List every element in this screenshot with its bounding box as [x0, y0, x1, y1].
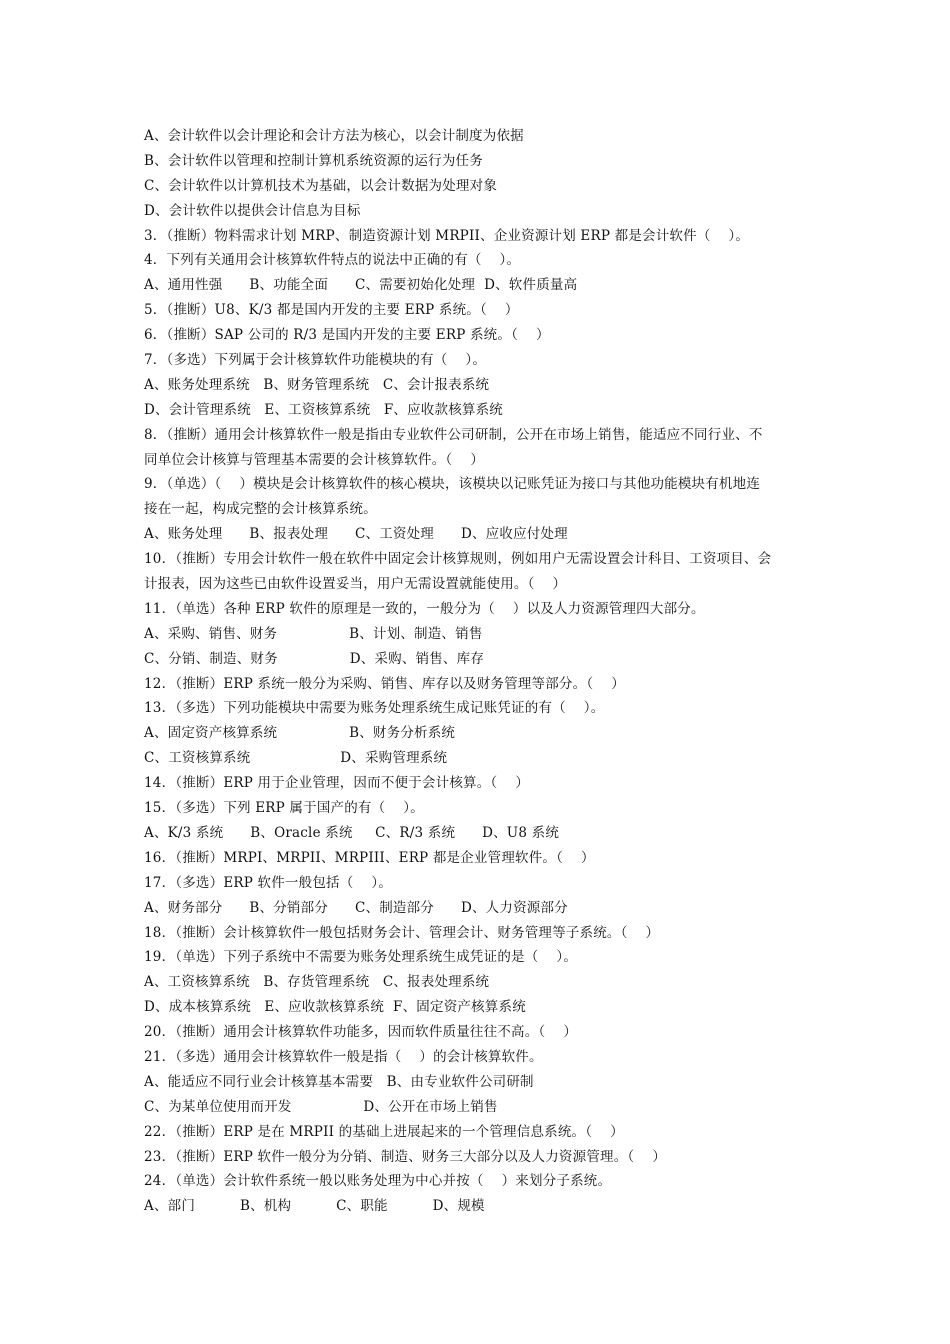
text-line: 5．（推断）U8、K/3 都是国内开发的主要 ERP 系统。（ ）: [144, 302, 519, 319]
text-line: 10．（推断）专用会计软件一般在软件中固定会计核算规则，例如用户无需设置会计科目、工资项目、会: [144, 551, 772, 568]
text-line: A、账务处理 B、报表处理 C、工资处理 D、应收应付处理: [144, 526, 568, 543]
text-line: 12．（推断）ERP 系统一般分为采购、销售、库存以及财务管理等部分。（ ）: [144, 675, 625, 692]
text-line: A、账务处理系统 B、财务管理系统 C、会计报表系统: [144, 376, 490, 393]
text-line: A、固定资产核算系统 B、财务分析系统: [144, 725, 456, 742]
text-line: 4．下列有关通用会计核算软件特点的说法中正确的有（ ）。: [144, 252, 521, 269]
text-line: 11．（单选）各种 ERP 软件的原理是一致的，一般分为（ ）以及人力资源管理四大部分。: [144, 600, 705, 617]
text-line: 同单位会计核算与管理基本需要的会计核算软件。（ ）: [144, 451, 485, 468]
text-line: 22．（推断）ERP 是在 MRPII 的基础上进展起来的一个管理信息系统。（ ）: [144, 1123, 624, 1140]
text-line: 13．（多选）下列功能模块中需要为账务处理系统生成记账凭证的有（ ）。: [144, 700, 605, 717]
text-line: A、工资核算系统 B、存货管理系统 C、报表处理系统: [144, 974, 490, 991]
document-page: [144, 124, 816, 1219]
text-line: C、为某单位使用而开发 D、公开在市场上销售: [144, 1098, 498, 1115]
text-line: A、会计软件以会计理论和会计方法为核心，以会计制度为依据: [144, 128, 524, 144]
text-line: 8．（推断）通用会计核算软件一般是指由专业软件公司研制，公开在市场上销售，能适应不同行业、不: [144, 426, 763, 443]
text-line: A、采购、销售、财务 B、计划、制造、销售: [144, 625, 483, 642]
text-line: 24．（单选）会计软件系统一般以账务处理为中心并按（ ）来划分子系统。: [144, 1173, 612, 1190]
text-line: A、K/3 系统 B、Oracle 系统 C、R/3 系统 D、U8 系统: [144, 824, 560, 841]
text-line: 计报表，因为这些已由软件设置妥当，用户无需设置就能使用。（ ）: [144, 576, 567, 593]
text-line: B、会计软件以管理和控制计算机系统资源的运行为任务: [144, 152, 483, 169]
text-line: 21．（多选）通用会计核算软件一般是指（ ）的会计核算软件。: [144, 1048, 543, 1065]
text-line: A、财务部分 B、分销部分 C、制造部分 D、人力资源部分: [144, 899, 568, 916]
text-line: C、会计软件以计算机技术为基础，以会计数据为处理对象: [144, 177, 498, 194]
text-line: D、会计软件以提供会计信息为目标: [144, 202, 361, 219]
text-line: C、工资核算系统 D、采购管理系统: [144, 750, 448, 767]
text-line: D、成本核算系统 E、应收款核算系统 F、固定资产核算系统: [144, 999, 526, 1016]
text-line: 7．（多选）下列属于会计核算软件功能模块的有（ ）。: [144, 352, 487, 369]
text-line: 20．（推断）通用会计核算软件功能多，因而软件质量往往不高。（ ）: [144, 1024, 578, 1041]
text-line: 17．（多选）ERP 软件一般包括（ ）。: [144, 874, 393, 891]
text-line: 16．（推断）MRPI、MRPII、MRPIII、ERP 都是企业管理软件。（ ）: [144, 849, 595, 866]
text-line: 9．（单选）（ ）模块是会计核算软件的核心模块，该模块以记账凭证为接口与其他功能模块有机地连: [144, 476, 761, 493]
text-line: 14．（推断）ERP 用于企业管理，因而不便于会计核算。（ ）: [144, 775, 530, 792]
text-line: 接在一起，构成完整的会计核算系统。: [144, 501, 377, 518]
text-line: 6．（推断）SAP 公司的 R/3 是国内开发的主要 ERP 系统。（ ）: [144, 327, 550, 344]
text-line: 19．（单选）下列子系统中不需要为账务处理系统生成凭证的是（ ）。: [144, 949, 578, 966]
text-line: A、通用性强 B、功能全面 C、需要初始化处理 D、软件质量高: [144, 277, 578, 294]
text-line: A、能适应不同行业会计核算基本需要 B、由专业软件公司研制: [144, 1073, 534, 1090]
text-line: C、分销、制造、财务 D、采购、销售、库存: [144, 650, 485, 667]
text-line: 18．（推断）会计核算软件一般包括财务会计、管理会计、财务管理等子系统。（ ）: [144, 924, 660, 941]
text-line: 23．（推断）ERP 软件一般分为分销、制造、财务三大部分以及人力资源管理。（ ）: [144, 1148, 667, 1165]
text-line: A、部门 B、机构 C、职能 D、规模: [144, 1198, 485, 1215]
text-line: 15．（多选）下列 ERP 属于国产的有（ ）。: [144, 800, 424, 817]
text-line: 3．（推断）物料需求计划 MRP、制造资源计划 MRPII、企业资源计划 ERP 都是会计软件（ ）。: [144, 227, 750, 244]
text-line: D、会计管理系统 E、工资核算系统 F、应收款核算系统: [144, 401, 503, 418]
